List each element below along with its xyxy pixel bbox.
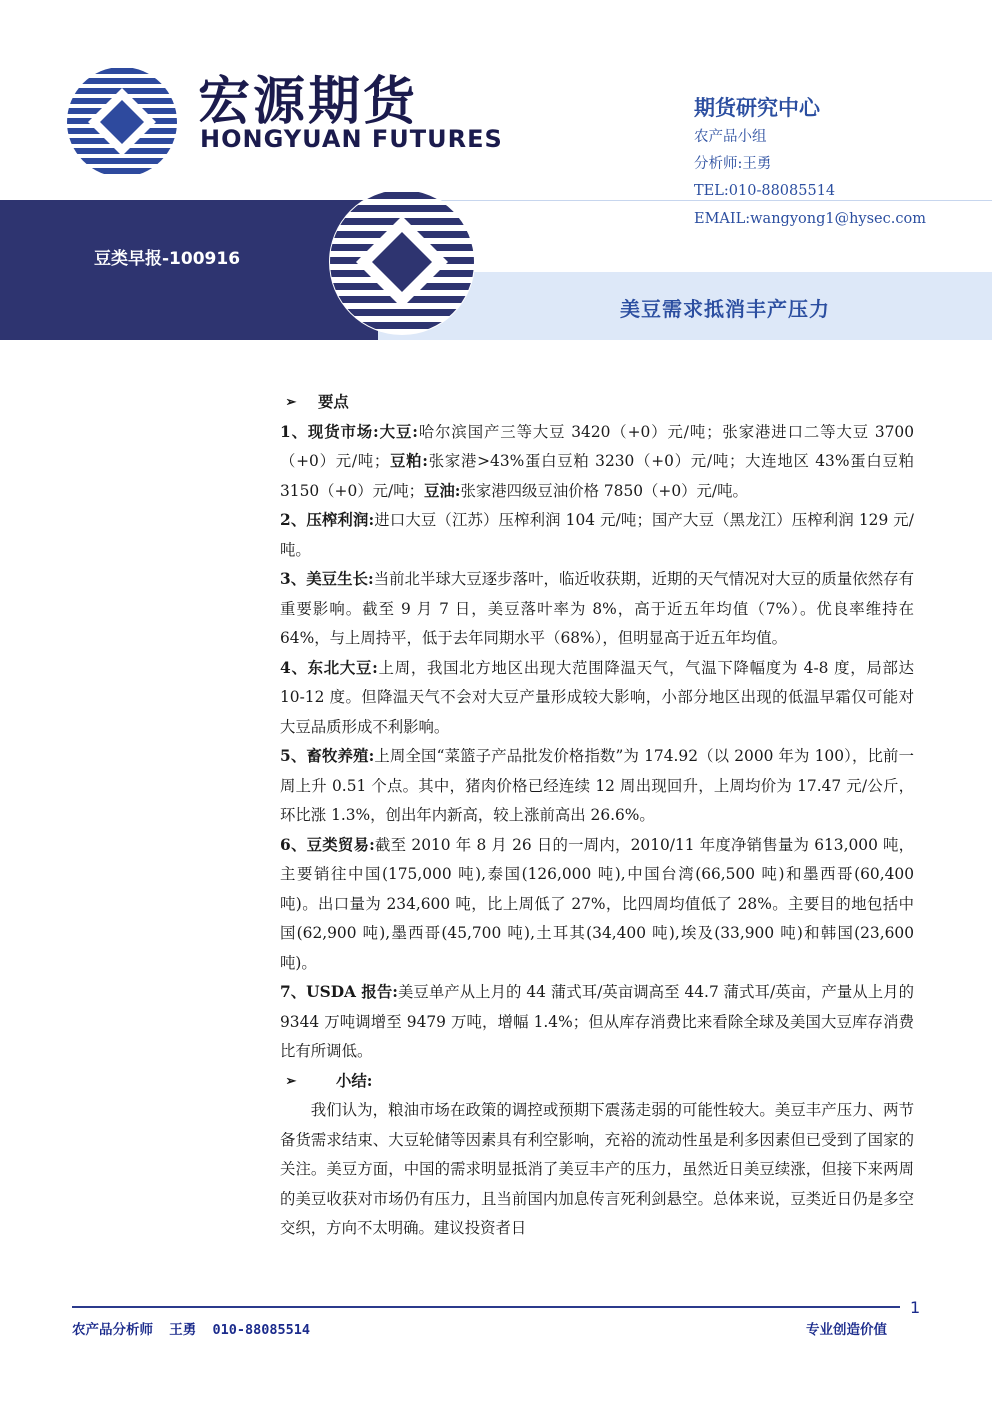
- footer-slogan: 专业创造价值: [806, 1322, 887, 1338]
- item-label: 5、畜牧养殖:: [280, 747, 375, 765]
- item-sublabel-meal: 豆粕:: [389, 452, 428, 470]
- item-label: 2、压榨利润:: [280, 511, 375, 529]
- item-sublabel-soybean: 大豆:: [378, 422, 418, 441]
- item-crush-margin: [280, 506, 914, 565]
- report-title: 豆类早报-100916: [94, 249, 241, 269]
- item-sublabel-oil: 豆油:: [424, 481, 461, 500]
- summary-heading: [280, 1067, 914, 1097]
- item-label: 7、USDA 报告:: [280, 983, 398, 1001]
- key-points-heading-text: 要点: [318, 393, 349, 411]
- item-soy-trade: [280, 831, 914, 979]
- brand-name-en: HONGYUAN FUTURES: [200, 125, 503, 153]
- report-body: [280, 388, 914, 1244]
- summary-paragraph: 我们认为，粮油市场在政策的调控或预期下震荡走弱的可能性较大。美豆丰产压力、两节备货需求结束、大豆轮储等因素具有利空影响，充裕的流动性虽是利多因素但已受到了国家的关注。美豆方面，中国的需求明显抵消了美豆丰产的压力，虽然近日美豆续涨，但接下来两周的美豆收获对市场仍有压力，且当前国内加息传言死利剑悬空。总体来说，豆类近日仍是多空交织，方向不太明确。建议投资者日: [280, 1101, 914, 1237]
- banner-logo-icon: [328, 188, 476, 336]
- item-text: 哈尔滨国产三等大豆 3420（+0）元/吨；张家港进口二等大豆 3700（+0）元/吨；: [280, 422, 915, 470]
- item-text: 上周，我国北方地区出现大范围降温天气，气温下降幅度为 4-8 度，局部达 10-12 度。但降温天气不会对大豆产量形成较大影响，小部分地区出现的低温早霜仅可能对大豆品质形成不利影响。: [280, 658, 915, 736]
- item-text: 上周全国“菜篮子产品批发价格指数”为 174.92（以 2000 年为 100），比前一周上升 0.51 个点。其中，猪肉价格已经连续 12 周出现回升，上周均价为 17.47 元/公斤，环比涨 1.3%，创出年内新高，较上涨前高出 26.6%。: [280, 747, 914, 824]
- item-label: 6、豆类贸易:: [280, 835, 375, 854]
- footer-analyst-info: 农产品分析师 王勇 010-88085514: [72, 1322, 311, 1338]
- group-label: 农产品小组: [694, 129, 767, 145]
- arrow-bullet-icon: ➢: [285, 395, 297, 410]
- banner-dark-block: [0, 200, 378, 340]
- item-northeast-soy: [280, 654, 914, 743]
- footer-divider: [72, 1306, 900, 1308]
- research-center-title: 期货研究中心: [694, 96, 820, 120]
- report-headline: 美豆需求抵消丰产压力: [620, 297, 830, 321]
- item-text: 截至 2010 年 8 月 26 日的一周内，2010/11 年度净销售量为 613,000 吨，主要销往中国(175,000 吨),泰国(126,000 吨),中国台湾(66,500 吨)和墨西哥(60,400 吨)。出口量为 234,600 吨，比上周低了 27%，比四周均值低了 28%。主要目的地包括中国(62,900 吨),墨西哥(45,700 吨),土耳其(34,400 吨),埃及(33,900 吨)和韩国(23,600 吨)。: [280, 835, 915, 972]
- key-points-heading: [280, 388, 914, 418]
- summary-heading-text: 小结:: [336, 1071, 373, 1090]
- arrow-bullet-icon: ➢: [285, 1073, 297, 1089]
- brand-name-cn: 宏源期货: [198, 72, 419, 132]
- item-spot-market: [280, 418, 914, 507]
- item-label: 3、美豆生长:: [280, 570, 374, 588]
- item-label: 1、现货市场:: [280, 422, 379, 441]
- item-text: 美豆单产从上月的 44 蒲式耳/英亩调高至 44.7 蒲式耳/英亩，产量从上月的 9344 万吨调增至 9479 万吨，增幅 1.4%；但从库存消费比来看除全球及美国大豆库存消费比有所调低。: [280, 983, 915, 1060]
- item-label: 4、东北大豆:: [280, 658, 378, 677]
- item-text: 当前北半球大豆逐步落叶，临近收获期，近期的天气情况对大豆的质量依然存有重要影响。截至 9 月 7 日，美豆落叶率为 8%，高于近五年均值（7%）。优良率维持在 64%，与上周持平，低于去年同期水平（68%），但明显高于近五年均值。: [280, 570, 914, 647]
- hongyuan-logo-icon: [66, 66, 178, 178]
- email-label: EMAIL:wangyong1@hysec.com: [694, 211, 926, 227]
- tel-label: TEL:010-88085514: [694, 183, 836, 199]
- item-livestock: [280, 742, 914, 831]
- item-text: 张家港>43%蛋白豆粕 3230（+0）元/吨；大连地区 43%蛋白豆粕 3150（+0）元/吨；: [280, 452, 915, 500]
- item-text: 进口大豆（江苏）压榨利润 104 元/吨；国产大豆（黑龙江）压榨利润 129 元/吨。: [280, 511, 914, 559]
- item-usda-report: [280, 978, 914, 1067]
- item-us-soy-growth: [280, 565, 914, 654]
- analyst-label: 分析师:王勇: [694, 156, 772, 172]
- item-text: 张家港四级豆油价格 7850（+0）元/吨。: [460, 481, 748, 500]
- page-number: 1: [910, 1298, 921, 1317]
